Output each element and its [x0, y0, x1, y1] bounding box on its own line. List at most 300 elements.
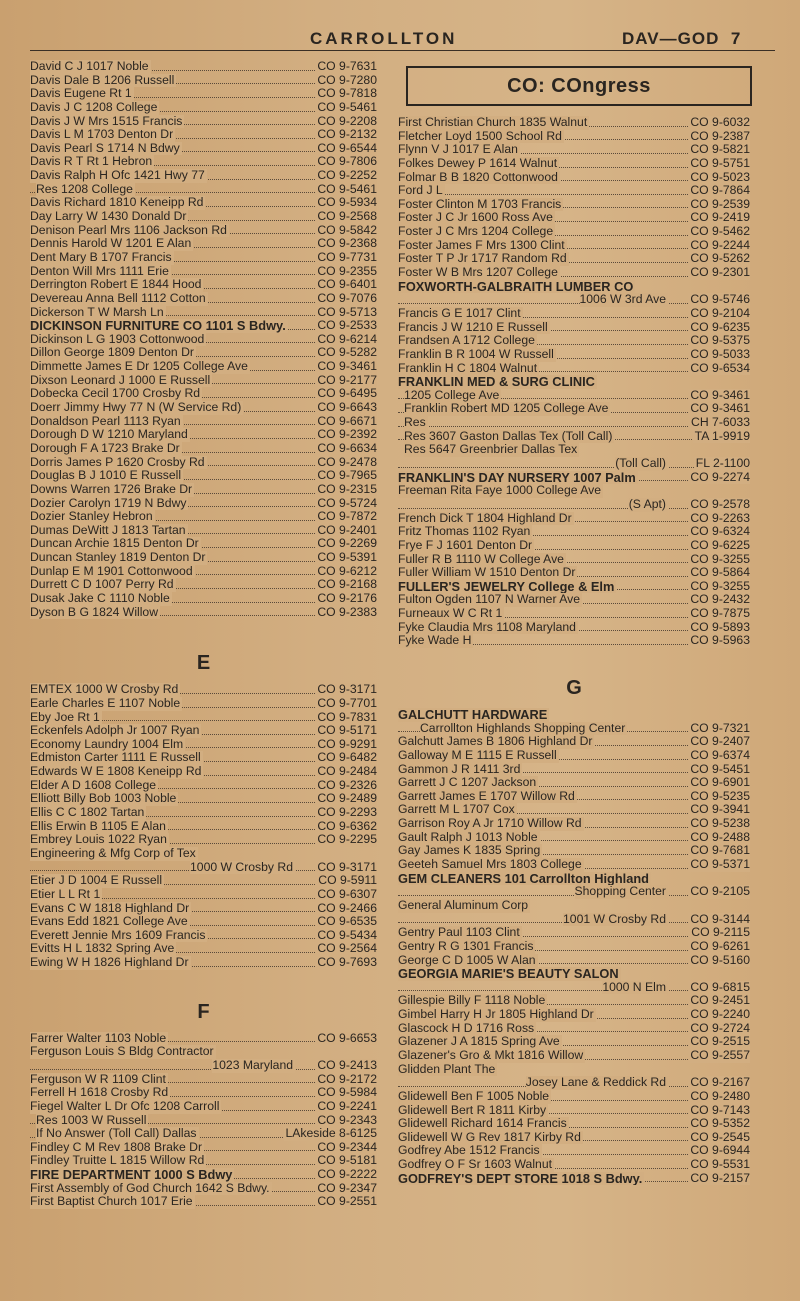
- listing-entry: [30, 956, 377, 970]
- listing-name: Foster Clinton M 1703 Francis: [398, 197, 562, 211]
- listing-entry: [30, 1059, 377, 1073]
- listing-name: Dyson B G 1824 Willow: [30, 605, 159, 619]
- listing-name: Evans C W 1818 Highland Dr: [30, 901, 190, 915]
- listing-phone: CO 9-6901: [690, 776, 750, 790]
- listing-phone: CO 9-2172: [317, 1072, 377, 1086]
- listing-name: Denton Will Mrs 1111 Erie: [30, 264, 169, 278]
- listing-name: Ellis Erwin B 1105 E Alan: [30, 819, 166, 833]
- listing-entry: [398, 1131, 750, 1145]
- listing-entry: [398, 484, 750, 498]
- listing-entry: [398, 817, 750, 831]
- listing-name: Etier L L Rt 1: [30, 887, 101, 901]
- listing-phone: CO 9-2115: [691, 926, 750, 940]
- listing-name: Gillespie Billy F 1118 Noble: [398, 994, 546, 1008]
- listing-entry: [30, 210, 377, 224]
- listing-entry: [30, 861, 377, 875]
- listing-name: Glidden Plant The: [398, 1062, 496, 1076]
- listing-name: Findley C M Rev 1808 Brake Dr: [30, 1140, 203, 1154]
- f-listings: [30, 1032, 377, 1209]
- listing-phone: CO 9-6307: [317, 887, 377, 901]
- listing-entry: [398, 940, 750, 954]
- listing-entry: [30, 888, 377, 902]
- listing-entry: [30, 319, 377, 333]
- right-column: [398, 60, 750, 1185]
- listing-name: Etier J D 1004 E Russell: [30, 874, 163, 888]
- listing-phone: CO 9-5451: [690, 762, 750, 776]
- listing-name: Davis J W Mrs 1515 Francis: [30, 114, 183, 128]
- listing-phone: CO 9-2167: [690, 1076, 750, 1090]
- listing-name: Dusak Jake C 1110 Noble: [30, 591, 170, 605]
- listing-entry: [30, 251, 377, 265]
- listing-name: Foster J C Jr 1600 Ross Ave: [398, 211, 553, 225]
- listing-phone: CO 9-2222: [317, 1168, 377, 1182]
- listing-phone: CO 9-2557: [690, 1049, 750, 1062]
- listing-entry: [30, 183, 377, 197]
- listing-name: Dillon George 1809 Denton Dr: [30, 346, 194, 360]
- header-range: [622, 29, 741, 49]
- listing-name: Douglas B J 1010 E Russell: [30, 469, 182, 483]
- listing-entry: [30, 929, 377, 943]
- listing-entry: [30, 115, 377, 129]
- listing-phone: CO 9-7631: [317, 60, 377, 73]
- listing-name: Res 1208 College: [36, 182, 133, 196]
- listing-phone: CO 9-2489: [317, 792, 377, 806]
- listing-name: Ellis C C 1802 Tartan: [30, 806, 145, 820]
- listing-name: Derrington Robert E 1844 Hood: [30, 278, 202, 292]
- listing-name: Glascock H D 1716 Ross: [398, 1021, 535, 1035]
- listing-entry: [398, 1158, 750, 1172]
- listing-entry: [398, 307, 750, 321]
- listing-entry: [30, 387, 377, 401]
- listing-phone: CO 9-2419: [690, 211, 750, 225]
- listing-phone: CO 9-2241: [317, 1099, 377, 1113]
- listing-name: Glazener J A 1815 Spring Ave: [398, 1035, 560, 1049]
- listing-name: Economy Laundry 1004 Elm: [30, 737, 184, 751]
- listing-entry: [30, 469, 377, 483]
- listing-name: FRANKLIN'S DAY NURSERY 1007 Palm: [398, 470, 636, 485]
- listing-name: Dimmette James E Dr 1205 College Ave: [30, 360, 248, 374]
- listing-name: Edmiston Carter 1111 E Russell: [30, 751, 201, 765]
- listing-entry: [30, 360, 377, 374]
- listing-name: Franklin B R 1004 W Russell: [398, 347, 554, 361]
- listing-phone: CO 9-6815: [690, 980, 750, 994]
- listing-entry: [398, 634, 750, 648]
- listing-phone: CO 9-6212: [317, 564, 377, 578]
- listing-name: Embrey Louis 1022 Ryan: [30, 833, 167, 847]
- listing-entry: [30, 155, 377, 169]
- listing-entry: [398, 1008, 750, 1022]
- listing-entry: [30, 510, 377, 524]
- listing-entry: [30, 442, 377, 456]
- listing-name: Ewing W H 1826 Highland Dr: [30, 956, 189, 970]
- listing-phone: CO 9-3171: [317, 683, 377, 697]
- listing-entry: [30, 820, 377, 834]
- listing-phone: CO 9-7864: [690, 184, 750, 198]
- listing-entry: [398, 981, 750, 995]
- listing-entry: [30, 1045, 377, 1059]
- listing-entry: [398, 607, 750, 621]
- listing-name: Freeman Rita Faye 1000 College Ave: [398, 484, 602, 498]
- listing-entry: [30, 278, 377, 292]
- listing-phone: CO 9-5461: [317, 182, 377, 196]
- listing-entry: [30, 551, 377, 565]
- listing-phone: CO 9-2326: [317, 778, 377, 792]
- listing-phone: CO 9-5963: [690, 634, 750, 648]
- listing-name: Franklin H C 1804 Walnut: [398, 361, 538, 375]
- listing-entry: [398, 803, 750, 817]
- listing-name: Garrison Roy A Jr 1710 Willow Rd: [398, 817, 582, 831]
- listing-phone: CO 9-7731: [317, 250, 377, 264]
- listing-phone: CO 9-3255: [690, 579, 750, 593]
- listing-entry: [398, 899, 750, 913]
- listing-phone: CO 9-6535: [317, 915, 377, 929]
- listing-name: Denison Pearl Mrs 1106 Jackson Rd: [30, 223, 227, 237]
- listing-entry: [30, 847, 377, 861]
- listing-name: Geeteh Samuel Mrs 1803 College: [398, 858, 582, 872]
- listing-entry: [398, 776, 750, 790]
- listing-name: Ferrell H 1618 Crosby Rd: [30, 1086, 169, 1100]
- listing-name: Frye F J 1601 Denton Dr: [398, 538, 533, 552]
- listing-name: Ferguson W R 1109 Clint: [30, 1072, 166, 1086]
- listing-phone: CO 9-2478: [317, 455, 377, 469]
- listing-entry: [30, 683, 377, 697]
- listing-phone: CO 9-3144: [690, 912, 750, 926]
- listing-name: Eby Joe Rt 1: [30, 710, 100, 724]
- listing-phone: CO 9-5751: [690, 156, 750, 170]
- listing-phone: CO 9-2344: [317, 1140, 377, 1154]
- listing-phone: CO 9-7965: [317, 469, 377, 483]
- listing-entry: [398, 790, 750, 804]
- listing-phone: CO 9-2301: [690, 266, 750, 280]
- listing-name: If No Answer (Toll Call) Dallas: [36, 1127, 197, 1141]
- listing-name: Dixson Leonard J 1000 E Russell: [30, 373, 211, 387]
- listing-phone: CO 9-5713: [317, 305, 377, 319]
- listing-entry: [398, 708, 750, 722]
- listing-entry: [398, 525, 750, 539]
- listing-entry: [30, 374, 377, 388]
- listing-phone: CO 9-5934: [317, 196, 377, 210]
- listing-entry: [30, 806, 377, 820]
- listing-entry: [30, 169, 377, 183]
- listing-entry: [398, 926, 750, 940]
- listing-name: Foster W B Mrs 1207 College: [398, 266, 558, 280]
- listing-phone: CO 9-7076: [317, 291, 377, 305]
- listing-entry: [30, 606, 377, 620]
- listing-phone: CO 9-2168: [317, 578, 377, 592]
- listing-entry: [398, 130, 750, 144]
- listing-phone: CO 9-6235: [690, 320, 750, 334]
- listing-entry: [30, 142, 377, 156]
- listing-entry: [30, 346, 377, 360]
- listing-phone: CO 9-7701: [317, 696, 377, 710]
- listing-entry: [30, 60, 377, 74]
- page-number: 7: [730, 29, 742, 48]
- listing-entry: [398, 402, 750, 416]
- listing-phone: CH 7-6033: [691, 416, 750, 430]
- listing-phone: CO 9-2551: [317, 1195, 377, 1209]
- listing-name: Doerr Jimmy Hwy 77 N (W Service Rd): [30, 401, 242, 415]
- listing-phone: CO 9-5461: [317, 100, 377, 114]
- listing-phone: CO 9-2480: [690, 1089, 750, 1103]
- listing-name: Davis R T Rt 1 Hebron: [30, 155, 153, 169]
- listing-entry: [398, 539, 750, 553]
- listing-entry: [30, 565, 377, 579]
- listing-entry: [398, 566, 750, 580]
- listing-entry: [398, 593, 750, 607]
- listing-entry: [30, 333, 377, 347]
- listing-phone: CO 9-3255: [690, 552, 750, 566]
- listing-name: Dorris James P 1620 Crosby Rd: [30, 455, 205, 469]
- listing-phone: CO 9-7806: [317, 155, 377, 169]
- listing-phone: CO 9-3461: [690, 388, 750, 402]
- listing-entry: [30, 401, 377, 415]
- listing-name: Garrett M L 1707 Cox: [398, 803, 515, 817]
- listing-entry: [30, 874, 377, 888]
- listing-entry: [398, 171, 750, 185]
- listing-phone: CO 9-5746: [690, 293, 750, 307]
- listing-name: Gentry Paul 1103 Clint: [398, 926, 520, 940]
- listing-phone: CO 9-2413: [317, 1059, 377, 1072]
- listing-entry: [398, 116, 750, 130]
- listing-entry: [398, 580, 750, 594]
- listing-phone: CO 9-3461: [317, 360, 377, 374]
- listing-phone: CO 9-2355: [317, 264, 377, 278]
- listing-phone: CO 9-2484: [317, 765, 377, 779]
- listing-phone: CO 9-2539: [690, 197, 750, 211]
- listing-phone: CO 9-3941: [690, 803, 750, 817]
- listing-entry: [398, 512, 750, 526]
- listing-phone: CO 9-2533: [317, 319, 377, 333]
- section-letter-f: F: [197, 1000, 210, 1023]
- listing-phone: CO 9-2244: [690, 238, 750, 252]
- listing-entry: [30, 306, 377, 320]
- listing-phone: CO 9-2451: [690, 994, 750, 1008]
- listing-name: Foster T P Jr 1717 Random Rd: [398, 252, 567, 266]
- listing-name: Dickinson L G 1903 Cottonwood: [30, 332, 205, 346]
- listing-name: Davis Ralph H Ofc 1421 Hwy 77: [30, 169, 205, 183]
- listing-name: Ferguson Louis S Bldg Contractor: [30, 1045, 214, 1059]
- section-letter-e: E: [196, 652, 211, 675]
- listing-phone: CO 9-6634: [317, 441, 377, 455]
- listing-name: FRANKLIN MED & SURG CLINIC: [398, 375, 595, 389]
- listing-name: Shopping Center: [574, 885, 666, 899]
- listing-phone: CO 9-2315: [317, 482, 377, 496]
- section-letter-g: G: [566, 676, 582, 699]
- listing-name: Everett Jennie Mrs 1609 Francis: [30, 928, 206, 942]
- listing-entry: [30, 415, 377, 429]
- listing-phone: CO 9-5282: [317, 346, 377, 360]
- listing-name: Davis Pearl S 1714 N Bdwy: [30, 141, 180, 155]
- page-header: [0, 27, 800, 51]
- listing-entry: [398, 722, 750, 736]
- listing-phone: CO 9-2407: [690, 735, 750, 749]
- listing-name: Dickerson T W Marsh Ln: [30, 305, 164, 319]
- listing-name: Res 3607 Gaston Dallas Tex (Toll Call): [404, 429, 613, 443]
- listing-entry: [30, 1154, 377, 1168]
- listing-name: General Aluminum Corp: [398, 898, 529, 912]
- listing-entry: [398, 498, 750, 512]
- listing-phone: CO 9-6653: [317, 1031, 377, 1045]
- g-listings: [398, 708, 750, 1185]
- listing-entry: [398, 157, 750, 171]
- listing-phone: CO 9-2252: [317, 169, 377, 183]
- listing-name: Fuller William W 1510 Denton Dr: [398, 566, 576, 580]
- listing-entry: [398, 1090, 750, 1104]
- listing-name: Fiegel Walter L Dr Ofc 1208 Carroll: [30, 1099, 220, 1113]
- listing-name: Dennis Harold W 1201 E Alan: [30, 237, 192, 251]
- listing-name: Glazener's Gro & Mkt 1816 Willow: [398, 1049, 584, 1062]
- listing-phone: CO 9-6944: [690, 1144, 750, 1158]
- listing-phone: CO 9-2263: [690, 511, 750, 525]
- listing-name: Farrer Walter 1103 Noble: [30, 1031, 167, 1045]
- listing-phone: CO 9-6214: [317, 332, 377, 346]
- listing-name: Fritz Thomas 1102 Ryan: [398, 525, 531, 539]
- listing-phone: CO 9-2295: [317, 833, 377, 847]
- listing-name: (S Apt): [628, 497, 666, 511]
- listing-phone: CO 9-3461: [690, 402, 750, 416]
- listing-phone: CO 9-6362: [317, 819, 377, 833]
- listing-name: Francis G E 1017 Clint: [398, 306, 521, 320]
- listing-name: Duncan Stanley 1819 Denton Dr: [30, 551, 206, 565]
- listing-name: Edwards W E 1808 Keneipp Rd: [30, 765, 202, 779]
- listing-phone: CO 9-2293: [317, 806, 377, 820]
- listing-name: Foster James F Mrs 1300 Clint: [398, 238, 565, 252]
- listing-phone: CO 9-5238: [690, 817, 750, 831]
- listing-phone: CO 9-5235: [690, 789, 750, 803]
- listing-entry: [398, 225, 750, 239]
- listing-name: GEM CLEANERS 101 Carrollton Highland: [398, 871, 649, 886]
- listing-name: 1000 N Elm: [602, 980, 666, 994]
- listing-entry: [398, 1172, 750, 1186]
- listing-phone: CO 9-2105: [690, 885, 750, 899]
- listing-name: Donaldson Pearl 1113 Ryan: [30, 414, 181, 428]
- listing-phone: CO 9-5724: [317, 496, 377, 510]
- listing-entry: [30, 224, 377, 238]
- exchange-box: CO: COngress: [406, 66, 752, 106]
- listing-phone: CO 9-6482: [317, 751, 377, 765]
- listing-entry: [398, 471, 750, 485]
- listing-entry: [398, 1049, 750, 1063]
- listing-phone: CO 9-5391: [317, 551, 377, 565]
- listing-name: 1001 W Crosby Rd: [563, 912, 666, 926]
- listing-phone: CO 9-2383: [317, 605, 377, 619]
- listing-name: Davis Richard 1810 Keneipp Rd: [30, 196, 204, 210]
- listing-entry: [30, 265, 377, 279]
- listing-entry: [398, 885, 750, 899]
- listing-name: Dorough F A 1723 Brake Dr: [30, 441, 180, 455]
- listing-phone: CO 9-7872: [317, 510, 377, 524]
- listing-phone: CO 9-6032: [690, 116, 750, 129]
- listing-phone: CO 9-7693: [317, 956, 377, 970]
- listing-phone: CO 9-6534: [690, 361, 750, 375]
- listing-name: Gay James K 1835 Spring: [398, 844, 541, 858]
- listing-phone: CO 9-5984: [317, 1086, 377, 1100]
- listing-phone: CO 9-2104: [690, 306, 750, 320]
- listing-name: Galchutt James B 1806 Highland Dr: [398, 735, 593, 749]
- listing-entry: [30, 1100, 377, 1114]
- listing-name: Findley Truitte L 1815 Willow Rd: [30, 1154, 205, 1168]
- listing-name: Godfrey Abe 1512 Francis: [398, 1144, 540, 1158]
- listing-phone: CO 9-6225: [690, 538, 750, 552]
- listing-entry: [30, 1032, 377, 1046]
- listing-name: Garrett J C 1207 Jackson: [398, 776, 537, 790]
- listing-name: Elder A D 1608 College: [30, 778, 157, 792]
- listing-name: Folkes Dewey P 1614 Walnut: [398, 156, 558, 170]
- listing-entry: [30, 592, 377, 606]
- listing-name: Dent Mary B 1707 Francis: [30, 250, 172, 264]
- listing-name: Davis J C 1208 College: [30, 100, 158, 114]
- listing-phone: CO 9-2515: [690, 1035, 750, 1049]
- listing-name: Dobecka Cecil 1700 Crosby Rd: [30, 387, 201, 401]
- listing-phone: CO 9-6374: [690, 748, 750, 762]
- listing-phone: CO 9-5462: [690, 225, 750, 239]
- listing-name: Francis J W 1210 E Russell: [398, 320, 548, 334]
- listing-name: Dorough D W 1210 Maryland: [30, 428, 188, 442]
- listing-phone: CO 9-5023: [690, 170, 750, 184]
- listing-phone: CO 9-6401: [317, 278, 377, 292]
- listing-name: Glidewell Richard 1614 Francis: [398, 1117, 567, 1131]
- listing-name: GALCHUTT HARDWARE: [398, 707, 548, 722]
- listing-phone: CO 9-2208: [317, 114, 377, 128]
- listing-entry: [30, 237, 377, 251]
- listing-entry: [398, 621, 750, 635]
- listing-name: George C D 1005 W Alan: [398, 953, 536, 967]
- listing-entry: [30, 765, 377, 779]
- listing-name: Fletcher Loyd 1500 School Rd: [398, 129, 562, 143]
- listing-phone: CO 9-2368: [317, 237, 377, 251]
- listing-entry: [30, 196, 377, 210]
- listing-entry: [30, 101, 377, 115]
- listing-name: David C J 1017 Noble: [30, 60, 149, 73]
- listing-phone: CO 9-5262: [690, 252, 750, 266]
- listing-phone: CO 9-5371: [690, 858, 750, 872]
- listing-phone: CO 9-6671: [317, 414, 377, 428]
- listing-name: Frandsen A 1712 College: [398, 334, 535, 348]
- listing-name: Garrett James E 1707 Willow Rd: [398, 789, 575, 803]
- listing-name: Furneaux W C Rt 1: [398, 607, 503, 621]
- listing-phone: CO 9-5434: [317, 928, 377, 942]
- listing-name: Gault Ralph J 1013 Noble: [398, 830, 538, 844]
- listing-entry: [398, 211, 750, 225]
- listing-name: Fulton Ogden 1107 N Warner Ave: [398, 593, 581, 607]
- listing-entry: [30, 724, 377, 738]
- listing-entry: [30, 711, 377, 725]
- listing-entry: [30, 697, 377, 711]
- listing-entry: [30, 902, 377, 916]
- listing-entry: [398, 913, 750, 927]
- listing-name: (Toll Call): [615, 457, 666, 471]
- listing-entry: [30, 497, 377, 511]
- listing-entry: [30, 578, 377, 592]
- listing-entry: [398, 389, 750, 403]
- listing-entry: [398, 443, 750, 457]
- listing-name: Davis Dale B 1206 Russell: [30, 73, 175, 87]
- listing-phone: CO 9-2240: [690, 1008, 750, 1022]
- listing-name: Davis Eugene Rt 1: [30, 87, 132, 101]
- listing-phone: CO 9-6544: [317, 141, 377, 155]
- listing-name: Duncan Archie 1815 Denton Dr: [30, 537, 199, 551]
- listing-entry: [398, 362, 750, 376]
- listing-entry: [30, 428, 377, 442]
- listing-phone: CO 9-7875: [690, 607, 750, 621]
- listing-entry: [398, 293, 750, 307]
- listing-name: Earle Charles E 1107 Noble: [30, 696, 181, 710]
- listing-phone: CO 9-2177: [317, 373, 377, 387]
- listing-entry: [398, 858, 750, 872]
- listing-name: DICKINSON FURNITURE CO 1101 S Bdwy.: [30, 319, 286, 333]
- listing-entry: [398, 1022, 750, 1036]
- listing-name: 1205 College Ave: [404, 388, 500, 402]
